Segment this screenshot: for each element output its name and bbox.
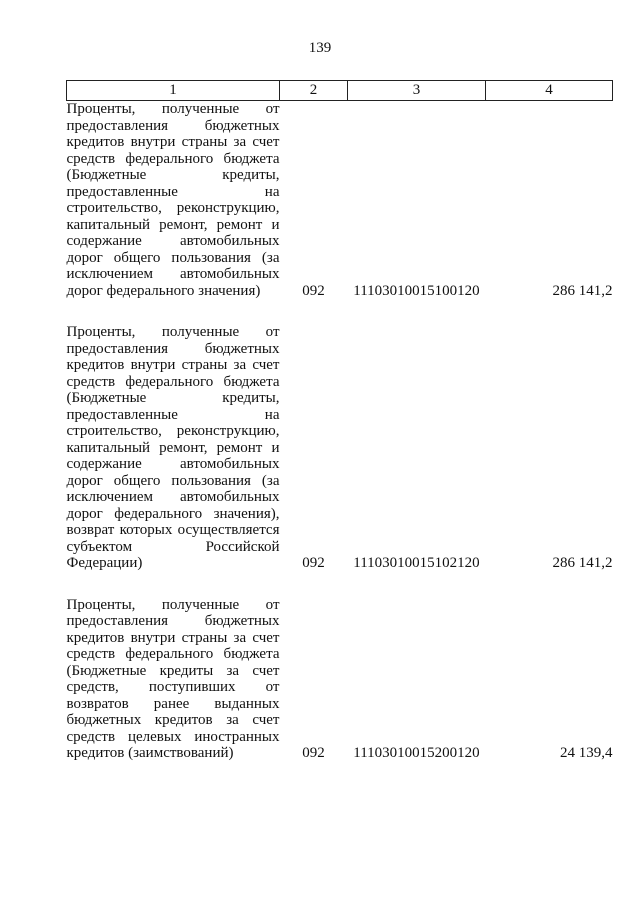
row-amount: 286 141,2 bbox=[552, 282, 613, 299]
budget-revenue-table bbox=[66, 80, 613, 762]
header-col-3: 3 bbox=[348, 81, 486, 101]
table-header bbox=[67, 81, 613, 101]
table-row bbox=[67, 572, 613, 762]
header-row bbox=[67, 81, 613, 101]
header-col-4: 4 bbox=[486, 81, 613, 101]
table-row bbox=[67, 299, 613, 572]
row-kbk-code: 11103010015200120 bbox=[353, 745, 480, 761]
header-col-1: 1 bbox=[67, 81, 280, 101]
table-body bbox=[67, 101, 613, 762]
row-admin-code: 092 bbox=[302, 555, 325, 571]
row-description: Проценты, полученные от предоставления бюджетных кредитов внутри страны за счет средств федерального бюджета (Бюджетные кредиты, предоставленные на строительство, реконструкцию, капитальный ремонт, ремонт и содержание автомобильных дорог общего пользования (за исключением автомобильных дорог федерального значения) bbox=[66, 101, 280, 299]
row-description: Проценты, полученные от предоставления бюджетных кредитов внутри страны за счет средств федерального бюджета (Бюджетные кредиты за счет средств, поступивших от возвратов ранее выданных бюджетных кредитов за счет средств целевых иностранных кредитов (заимствований) bbox=[66, 596, 280, 761]
row-description: Проценты, полученные от предоставления бюджетных кредитов внутри страны за счет средств федерального бюджета (Бюджетные кредиты, предоставленные на строительство, реконструкцию, капитальный ремонт, ремонт и содержание автомобильных дорог общего пользования (за исключением автомобильных дорог федерального значения), возврат которых осуществляется субъектом Российской Федерации) bbox=[66, 324, 280, 571]
header-col-2: 2 bbox=[280, 81, 348, 101]
row-amount: 286 141,2 bbox=[552, 555, 613, 571]
row-admin-code: 092 bbox=[302, 745, 325, 761]
row-amount: 24 139,4 bbox=[560, 745, 613, 761]
row-kbk-code: 11103010015100120 bbox=[353, 282, 480, 299]
row-kbk-code: 11103010015102120 bbox=[353, 555, 480, 571]
row-admin-code: 092 bbox=[302, 282, 325, 299]
table-row bbox=[67, 101, 613, 300]
page-number: 139 bbox=[308, 40, 332, 56]
